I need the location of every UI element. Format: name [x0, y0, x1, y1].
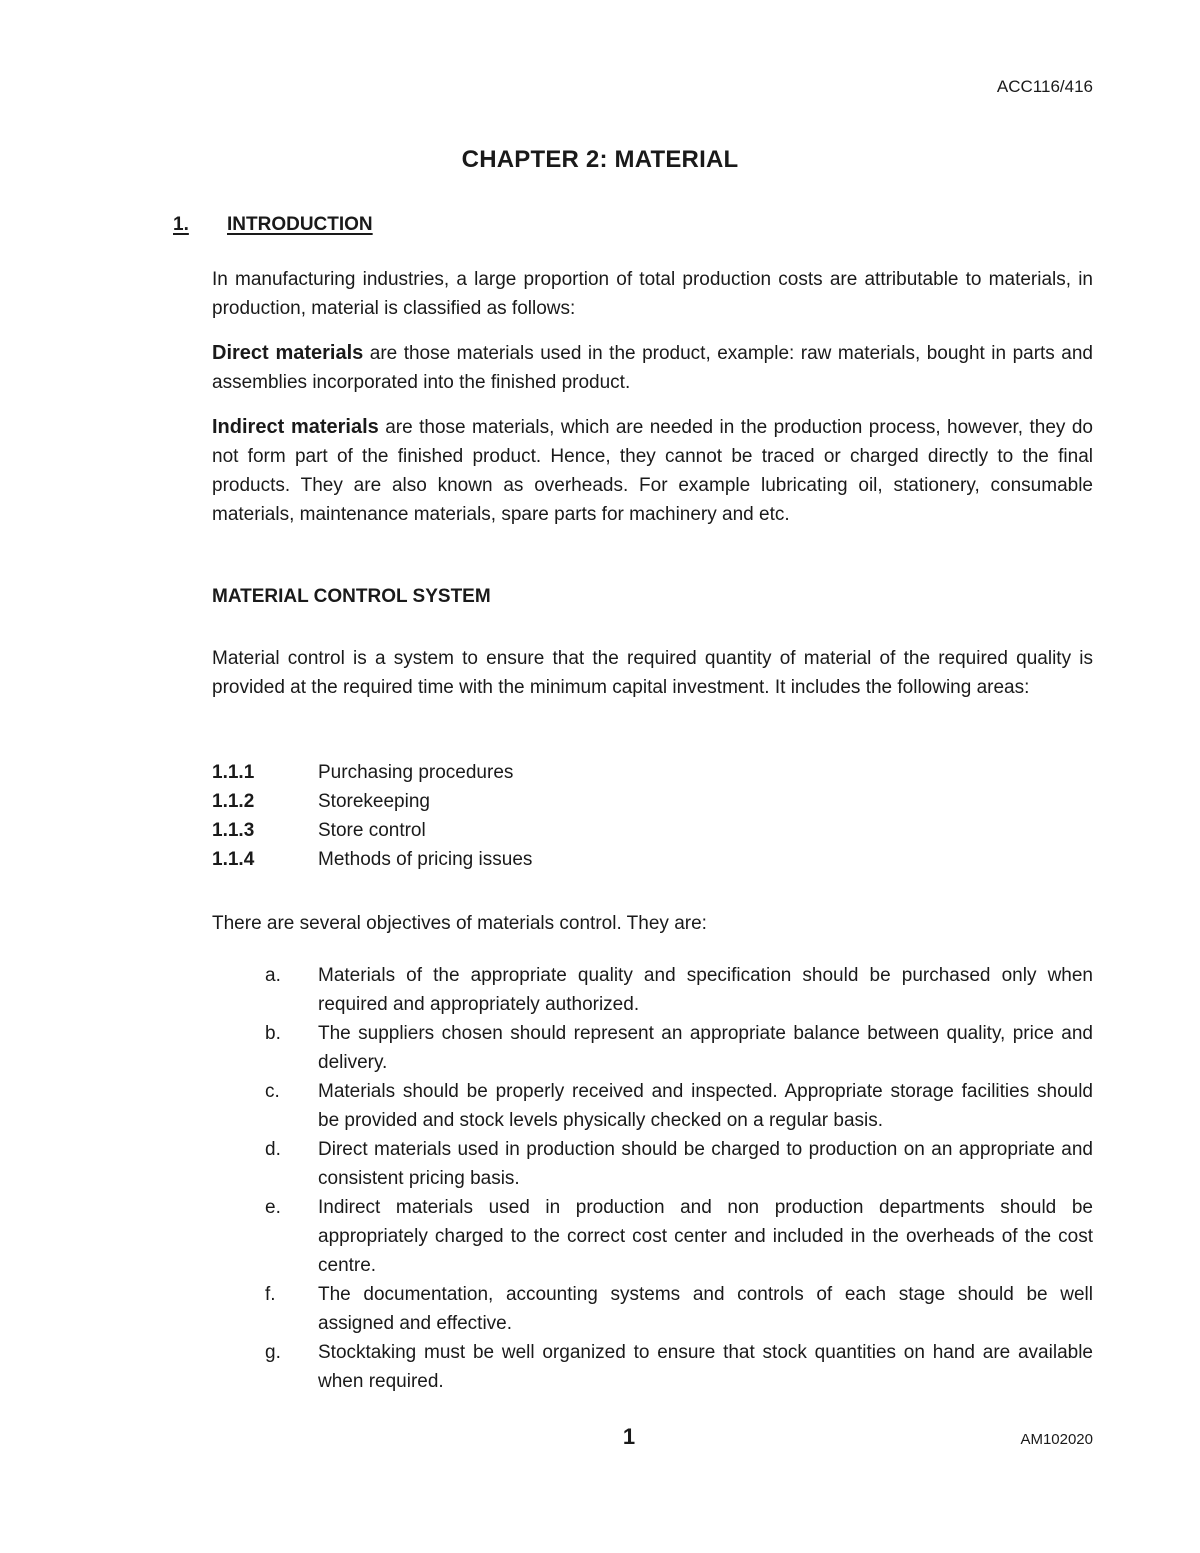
objective-item: [265, 961, 1093, 1019]
list-item-text: Store control: [318, 820, 426, 841]
objective-letter: a.: [265, 965, 281, 986]
objectives-list: [265, 961, 1093, 1396]
objective-letter: b.: [265, 1023, 281, 1044]
objective-item: [265, 1193, 1093, 1280]
list-item-text: Storekeeping: [318, 791, 430, 812]
list-item: [212, 758, 532, 787]
objective-letter: d.: [265, 1139, 281, 1160]
objective-text: Materials of the appropriate quality and specification should be purchased only when required and appropriately authorized.: [318, 965, 1093, 1015]
list-item: [212, 845, 532, 874]
direct-materials-definition: are those materials used in the product, example: raw materials, bought in parts and assemblies incorporated into the finished product.: [212, 343, 1093, 393]
objective-letter: f.: [265, 1284, 276, 1305]
objective-text: The suppliers chosen should represent an appropriate balance between quality, price and delivery.: [318, 1023, 1093, 1073]
control-areas-list: [212, 758, 532, 874]
section-heading: [173, 214, 373, 236]
indirect-materials-definition: are those materials, which are needed in the production process, however, they do not form part of the finished product. Hence, they cannot be traced or charged directly to the final products. They are also known as overheads. For example lubricating oil, stationery, consumable materials, maintenance materials, spare parts for machinery and etc.: [212, 417, 1093, 525]
list-item: [212, 787, 532, 816]
list-item-number: 1.1.4: [212, 849, 255, 870]
list-item-text: Methods of pricing issues: [318, 849, 533, 870]
objective-item: [265, 1135, 1093, 1193]
list-item-number: 1.1.1: [212, 762, 255, 783]
objective-text: Indirect materials used in production and non production departments should be appropriately charged to the correct cost center and included in the overheads of the cost centre.: [318, 1197, 1093, 1276]
page-number: 1: [622, 1424, 636, 1449]
chapter-title: CHAPTER 2: MATERIAL: [461, 146, 739, 173]
objective-letter: c.: [265, 1081, 280, 1102]
material-control-heading: MATERIAL CONTROL SYSTEM: [212, 586, 491, 607]
list-item-number: 1.1.3: [212, 820, 255, 841]
indirect-materials-paragraph: [212, 413, 1093, 529]
footer-code: AM102020: [1020, 1431, 1093, 1448]
objective-text: The documentation, accounting systems and controls of each stage should be well assigned and effective.: [318, 1284, 1093, 1334]
objective-item: [265, 1077, 1093, 1135]
direct-materials-term: Direct materials: [212, 342, 364, 364]
objective-letter: e.: [265, 1197, 281, 1218]
list-item-number: 1.1.2: [212, 791, 255, 812]
direct-materials-paragraph: [212, 339, 1093, 397]
objective-text: Stocktaking must be well organized to ensure that stock quantities on hand are available when required.: [318, 1342, 1093, 1392]
objective-text: Materials should be properly received and inspected. Appropriate storage facilities should be provided and stock levels physically checked on a regular basis.: [318, 1081, 1093, 1131]
section-title: INTRODUCTION: [227, 214, 373, 235]
intro-paragraph: In manufacturing industries, a large proportion of total production costs are attributable to materials, in production, material is classified as follows:: [212, 269, 1093, 319]
indirect-materials-term: Indirect materials: [212, 416, 379, 438]
section-number: 1.: [173, 214, 189, 235]
list-item-text: Purchasing procedures: [318, 762, 514, 783]
list-item: [212, 816, 532, 845]
objectives-intro: There are several objectives of materials control. They are:: [212, 913, 707, 934]
material-control-paragraph: Material control is a system to ensure that the required quantity of material of the required quality is provided at the required time with the minimum capital investment. It includes the following areas:: [212, 648, 1093, 698]
objective-item: [265, 1280, 1093, 1338]
objective-item: [265, 1338, 1093, 1396]
objective-item: [265, 1019, 1093, 1077]
header-course-code: ACC116/416: [996, 77, 1093, 96]
objective-letter: g.: [265, 1342, 281, 1363]
objective-text: Direct materials used in production should be charged to production on an appropriate and consistent pricing basis.: [318, 1139, 1093, 1189]
